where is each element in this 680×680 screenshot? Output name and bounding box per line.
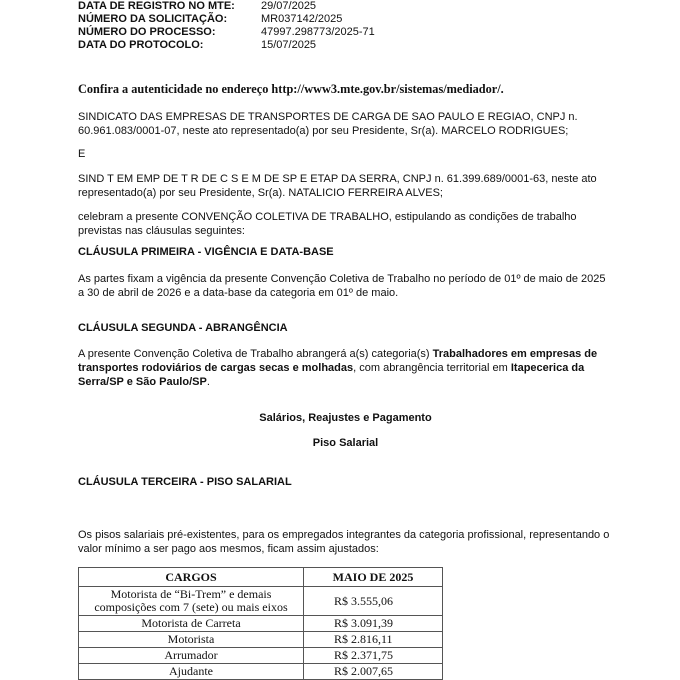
table-row: [79, 616, 443, 632]
meta-label: NÚMERO DO PROCESSO:: [78, 26, 216, 38]
meta-value: 15/07/2025: [261, 39, 317, 51]
clause-two-title: CLÁUSULA SEGUNDA - ABRANGÊNCIA: [78, 322, 288, 334]
table-row: [79, 632, 443, 648]
authenticity-notice: Confira a autenticidade no endereço http://www3.mte.gov.br/sistemas/mediador/.: [78, 82, 504, 96]
cargo-cell: Motorista: [79, 632, 304, 648]
clause-two-text-a: A presente Convenção Coletiva de Trabalho abrangerá a(s) categoria(s): [78, 348, 433, 360]
meta-value: MR037142/2025: [261, 13, 343, 25]
conjunction-e: E: [78, 148, 86, 160]
value-cell: R$ 3.555,06: [304, 587, 443, 616]
salary-table: [78, 567, 443, 680]
meta-value: 47997.298773/2025-71: [261, 26, 375, 38]
column-header-maio-2025: MAIO DE 2025: [304, 568, 443, 587]
meta-label: DATA DO PROTOCOLO:: [78, 39, 204, 51]
celebrate-paragraph: celebram a presente CONVENÇÃO COLETIVA DE TRABALHO, estipulando as condições de trabalho previstas nas cláusulas seguintes:: [78, 211, 577, 237]
subsection-title: Piso Salarial: [312, 437, 379, 449]
meta-row: [78, 26, 375, 39]
cargo-cell: Ajudante: [79, 664, 304, 680]
value-cell: R$ 2.007,65: [304, 664, 443, 680]
clause-two-territory: Itapecerica da Serra/SP e São Paulo/SP: [78, 362, 585, 388]
party-one-paragraph: SINDICATO DAS EMPRESAS DE TRANSPORTES DE CARGA DE SAO PAULO E REGIAO, CNPJ n. 60.961.083/0001-07, neste ato representado(a) por seu Presidente, Sr(a). MARCELO RODRIGUES;: [78, 111, 578, 137]
section-title: Salários, Reajustes e Pagamento: [259, 412, 432, 424]
clause-two-text-c: , com abrangência territorial em: [353, 362, 511, 374]
cargo-cell: Motorista de Carreta: [79, 616, 304, 632]
clause-two-category: Trabalhadores em empresas de transportes rodoviários de cargas secas e molhadas: [78, 348, 598, 374]
clause-three-text: Os pisos salariais pré-existentes, para os empregados integrantes da categoria profissional, representando o valor mínimo a ser pago aos mesmos, ficam assim ajustados:: [78, 529, 610, 555]
party-two-paragraph: SIND T EM EMP DE T R DE C S E M DE SP E ETAP DA SERRA, CNPJ n. 61.399.689/0001-63, neste ato representado(a) por seu Presidente, Sr(a). NATALICIO FERREIRA ALVES;: [78, 173, 597, 199]
meta-row: [78, 0, 375, 13]
meta-value: 29/07/2025: [261, 0, 317, 12]
table-row: [79, 587, 443, 616]
meta-row: [78, 39, 375, 52]
cargo-cell: Arrumador: [79, 648, 304, 664]
meta-row: [78, 13, 375, 26]
clause-one-title: CLÁUSULA PRIMEIRA - VIGÊNCIA E DATA-BASE: [78, 246, 334, 258]
clause-two-text-e: .: [206, 376, 210, 388]
value-cell: R$ 2.371,75: [304, 648, 443, 664]
value-cell: R$ 3.091,39: [304, 616, 443, 632]
table-header-row: [79, 568, 443, 587]
meta-label: DATA DE REGISTRO NO MTE:: [78, 0, 235, 12]
value-cell: R$ 2.816,11: [304, 632, 443, 648]
table-row: [79, 648, 443, 664]
clause-one-text: As partes fixam a vigência da presente Convenção Coletiva de Trabalho no período de 01º de maio de 2025 a 30 de abril de 2026 e a data-base da categoria em 01º de maio.: [78, 273, 606, 299]
registration-metadata: [78, 0, 375, 52]
column-header-cargos: CARGOS: [79, 568, 304, 587]
meta-label: NÚMERO DA SOLICITAÇÃO:: [78, 13, 228, 25]
cargo-cell: Motorista de “Bi-Trem” e demais composições com 7 (sete) ou mais eixos: [79, 587, 304, 616]
clause-two-text: [78, 347, 613, 389]
table-row: [79, 664, 443, 680]
clause-three-title: CLÁUSULA TERCEIRA - PISO SALARIAL: [78, 476, 292, 488]
